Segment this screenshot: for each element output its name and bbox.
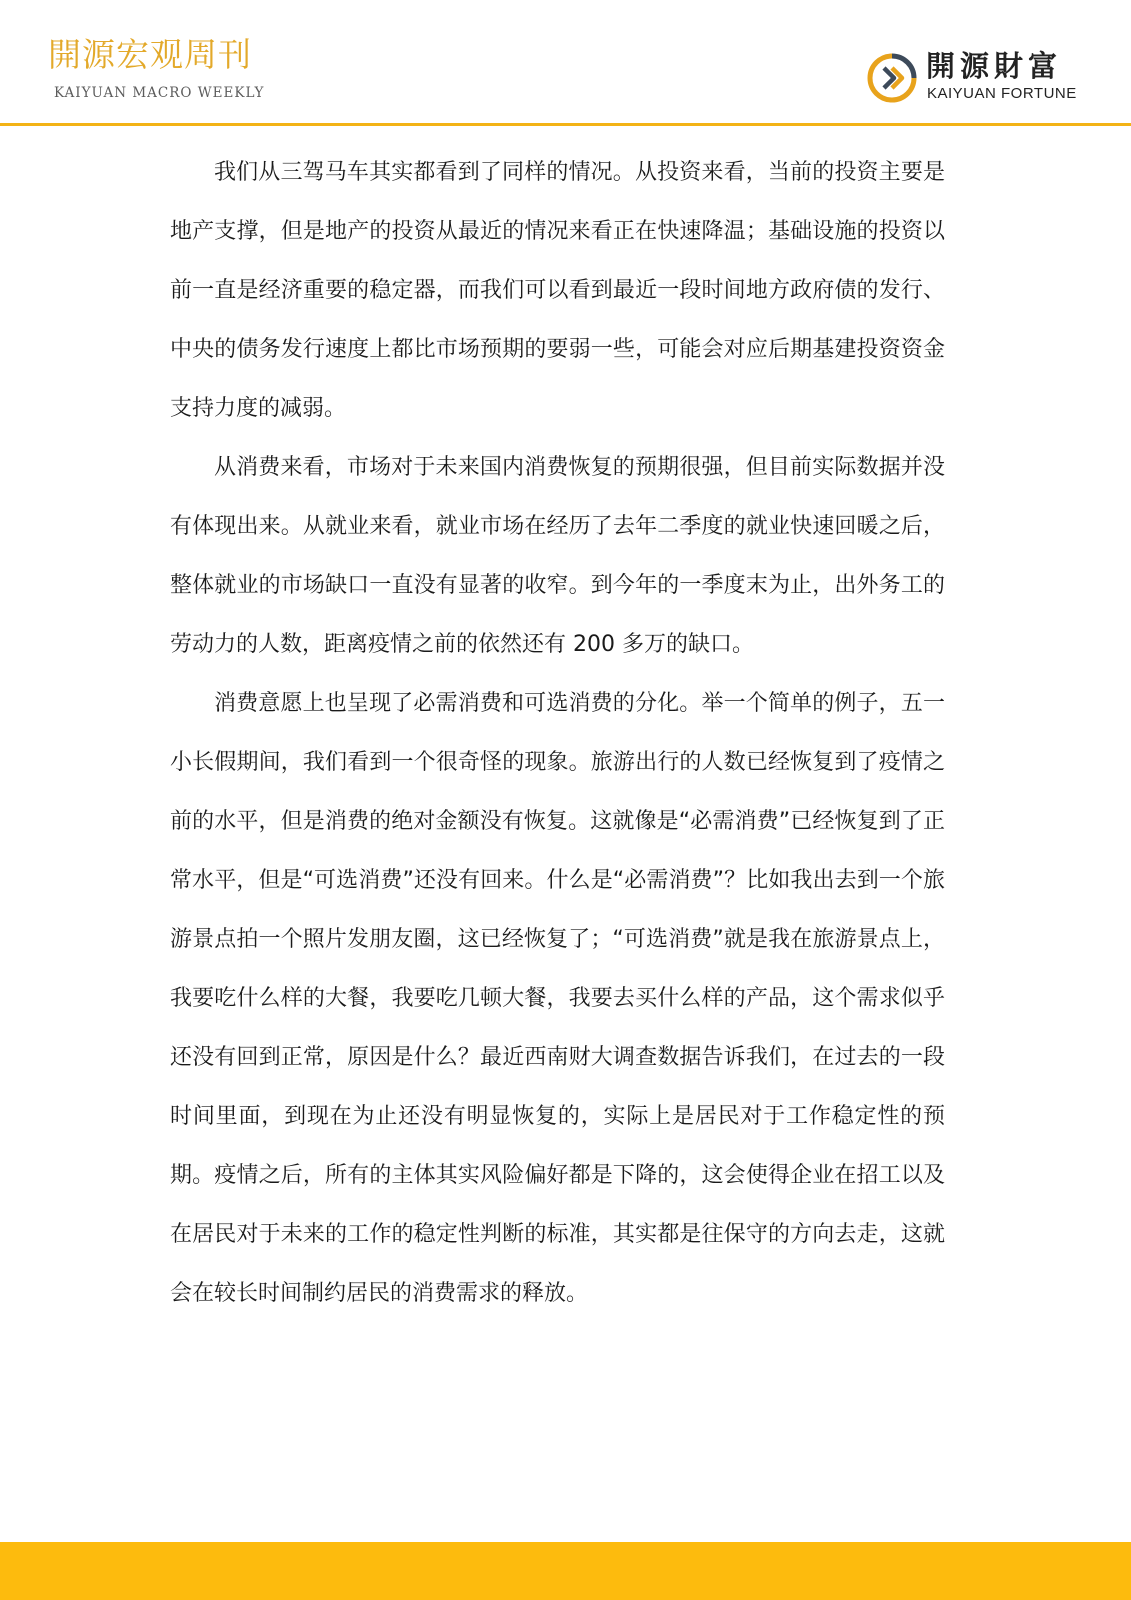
company-logo xyxy=(866,49,1086,108)
footer-band xyxy=(0,1542,1131,1600)
paragraph: 我们从三驾马车其实都看到了同样的情况。从投资来看，当前的投资主要是地产支撑，但是地产的投资从最近的情况来看正在快速降温；基础设施的投资以前一直是经济重要的稳定器，而我们可以看到最近一段时间地方政府债的发行、中央的债务发行速度上都比市场预期的要弱一些，可能会对应后期基建投资资金支持力度的减弱。 xyxy=(170,160,945,421)
paragraph: 从消费来看，市场对于未来国内消费恢复的预期很强，但目前实际数据并没有体现出来。从就业来看，就业市场在经历了去年二季度的就业快速回暖之后，整体就业的市场缺口一直没有显著的收窄。到今年的一季度末为止，出外务工的劳动力的人数，距离疫情之前的依然还有 200 多万的缺口。 xyxy=(170,455,945,657)
paragraph: 消费意愿上也呈现了必需消费和可选消费的分化。举一个简单的例子，五一小长假期间，我们看到一个很奇怪的现象。旅游出行的人数已经恢复到了疫情之前的水平，但是消费的绝对金额没有恢复。这就像是“必需消费”已经恢复到了正常水平，但是“可选消费”还没有回来。什么是“必需消费”？比如我出去到一个旅游景点拍一个照片发朋友圈，这已经恢复了；“可选消费”就是我在旅游景点上，我要吃什么样的大餐，我要吃几顿大餐，我要去买什么样的产品，这个需求似乎还没有回到正常，原因是什么？最近西南财大调查数据告诉我们，在过去的一段时间里面，到现在为止还没有明显恢复的，实际上是居民对于工作稳定性的预期。疫情之后，所有的主体其实风险偏好都是下降的，这会使得企业在招工以及在居民对于未来的工作的稳定性判断的标准，其实都是往保守的方向去走，这就会在较长时间制约居民的消费需求的释放。 xyxy=(170,691,945,1306)
article-body xyxy=(170,143,945,1323)
page-header xyxy=(0,0,1131,126)
kaiyuan-logo-icon xyxy=(866,52,918,104)
header-divider xyxy=(0,123,1131,126)
publication-title: 開源宏观周刊 xyxy=(48,35,252,74)
logo-name-cn: 開源財富 xyxy=(926,49,1063,83)
publication-subtitle: KAIYUAN MACRO WEEKLY xyxy=(54,85,265,101)
logo-name-en: KAIYUAN FORTUNE xyxy=(927,85,1077,102)
